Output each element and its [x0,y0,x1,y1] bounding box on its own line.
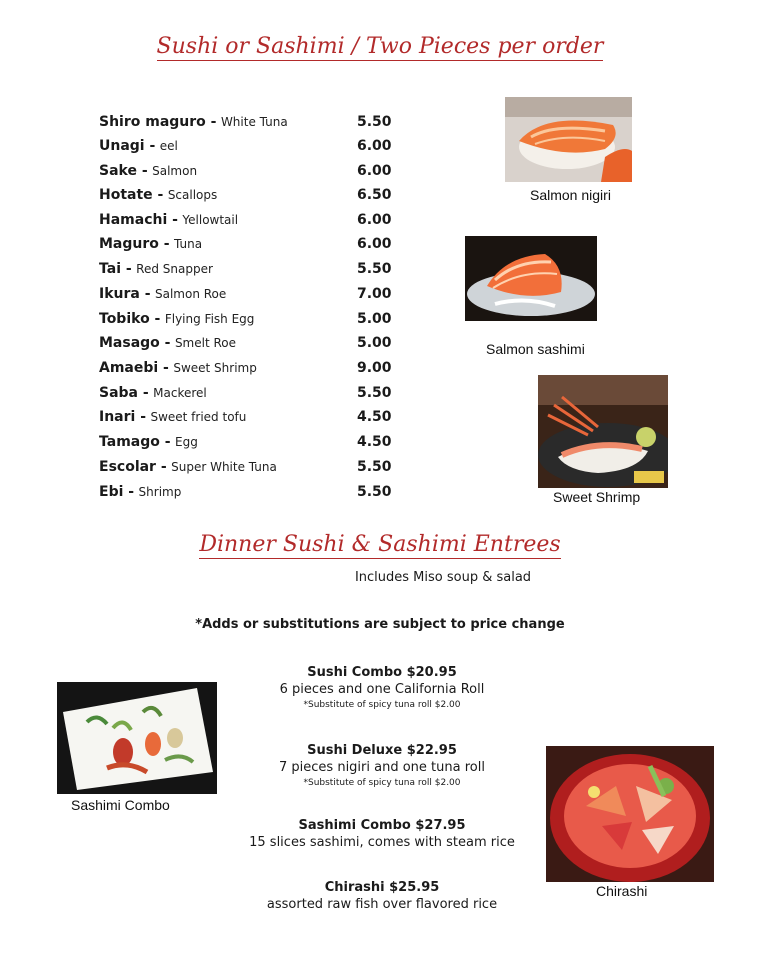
menu-item: Unagi - eel 6.00 [99,138,392,154]
caption-sweet-shrimp: Sweet Shrimp [553,489,641,505]
menu-item: Shiro maguro - White Tuna 5.50 [99,114,392,130]
entree-description: 15 slices sashimi, comes with steam rice [249,835,515,850]
menu-item: Tamago - Egg 4.50 [99,434,392,450]
entree-heading: Sushi Deluxe $22.95 [307,743,457,758]
entree-heading: Chirashi $25.95 [324,880,440,895]
entree-description: 6 pieces and one California Roll [279,682,485,697]
menu-item: Tobiko - Flying Fish Egg 5.00 [99,311,392,327]
entree-description: 7 pieces nigiri and one tuna roll [279,760,485,775]
entree-sushi-deluxe [232,743,532,788]
caption-salmon-sashimi: Salmon sashimi [486,341,585,357]
menu-title: Sushi or Sashimi / Two Pieces per order [156,34,604,59]
menu-item: Sake - Salmon 6.00 [99,163,392,179]
entree-heading: Sashimi Combo $27.95 [298,818,466,833]
menu-item: Amaebi - Sweet Shrimp 9.00 [99,360,392,376]
entree-description: assorted raw fish over flavored rice [266,897,498,912]
entree-chirashi [232,880,532,912]
salmon-sashimi-photo [465,236,597,321]
menu-item: Masago - Smelt Roe 5.00 [99,335,392,351]
caption-sashimi-combo: Sashimi Combo [71,797,170,813]
menu-item: Saba - Mackerel 5.50 [99,385,392,401]
sashimi-combo-photo [57,682,217,794]
salmon-nigiri-photo [505,97,632,182]
sweet-shrimp-photo [538,375,668,488]
entree-sashimi-combo [232,818,532,850]
menu-item: Hotate - Scallops 6.50 [99,187,392,203]
includes-note: Includes Miso soup & salad [354,570,532,585]
menu-item: Hamachi - Yellowtail 6.00 [99,212,392,228]
entree-substitution: *Substitute of spicy tuna roll $2.00 [303,778,461,788]
menu-item: Ebi - Shrimp 5.50 [99,484,392,500]
adds-note: *Adds or substitutions are subject to price change [195,617,565,632]
entree-substitution: *Substitute of spicy tuna roll $2.00 [303,700,461,710]
entree-sushi-combo [232,665,532,710]
menu-item: Inari - Sweet fried tofu 4.50 [99,409,392,425]
menu-item: Tai - Red Snapper 5.50 [99,261,392,277]
menu-item: Maguro - Tuna 6.00 [99,236,392,252]
menu-item: Escolar - Super White Tuna 5.50 [99,459,392,475]
entree-heading: Sushi Combo $20.95 [307,665,457,680]
entrees-title: Dinner Sushi & Sashimi Entrees [199,532,561,557]
caption-chirashi: Chirashi [596,883,648,899]
chirashi-photo [546,746,714,882]
menu-item: Ikura - Salmon Roe 7.00 [99,286,392,302]
caption-salmon-nigiri: Salmon nigiri [530,187,611,203]
